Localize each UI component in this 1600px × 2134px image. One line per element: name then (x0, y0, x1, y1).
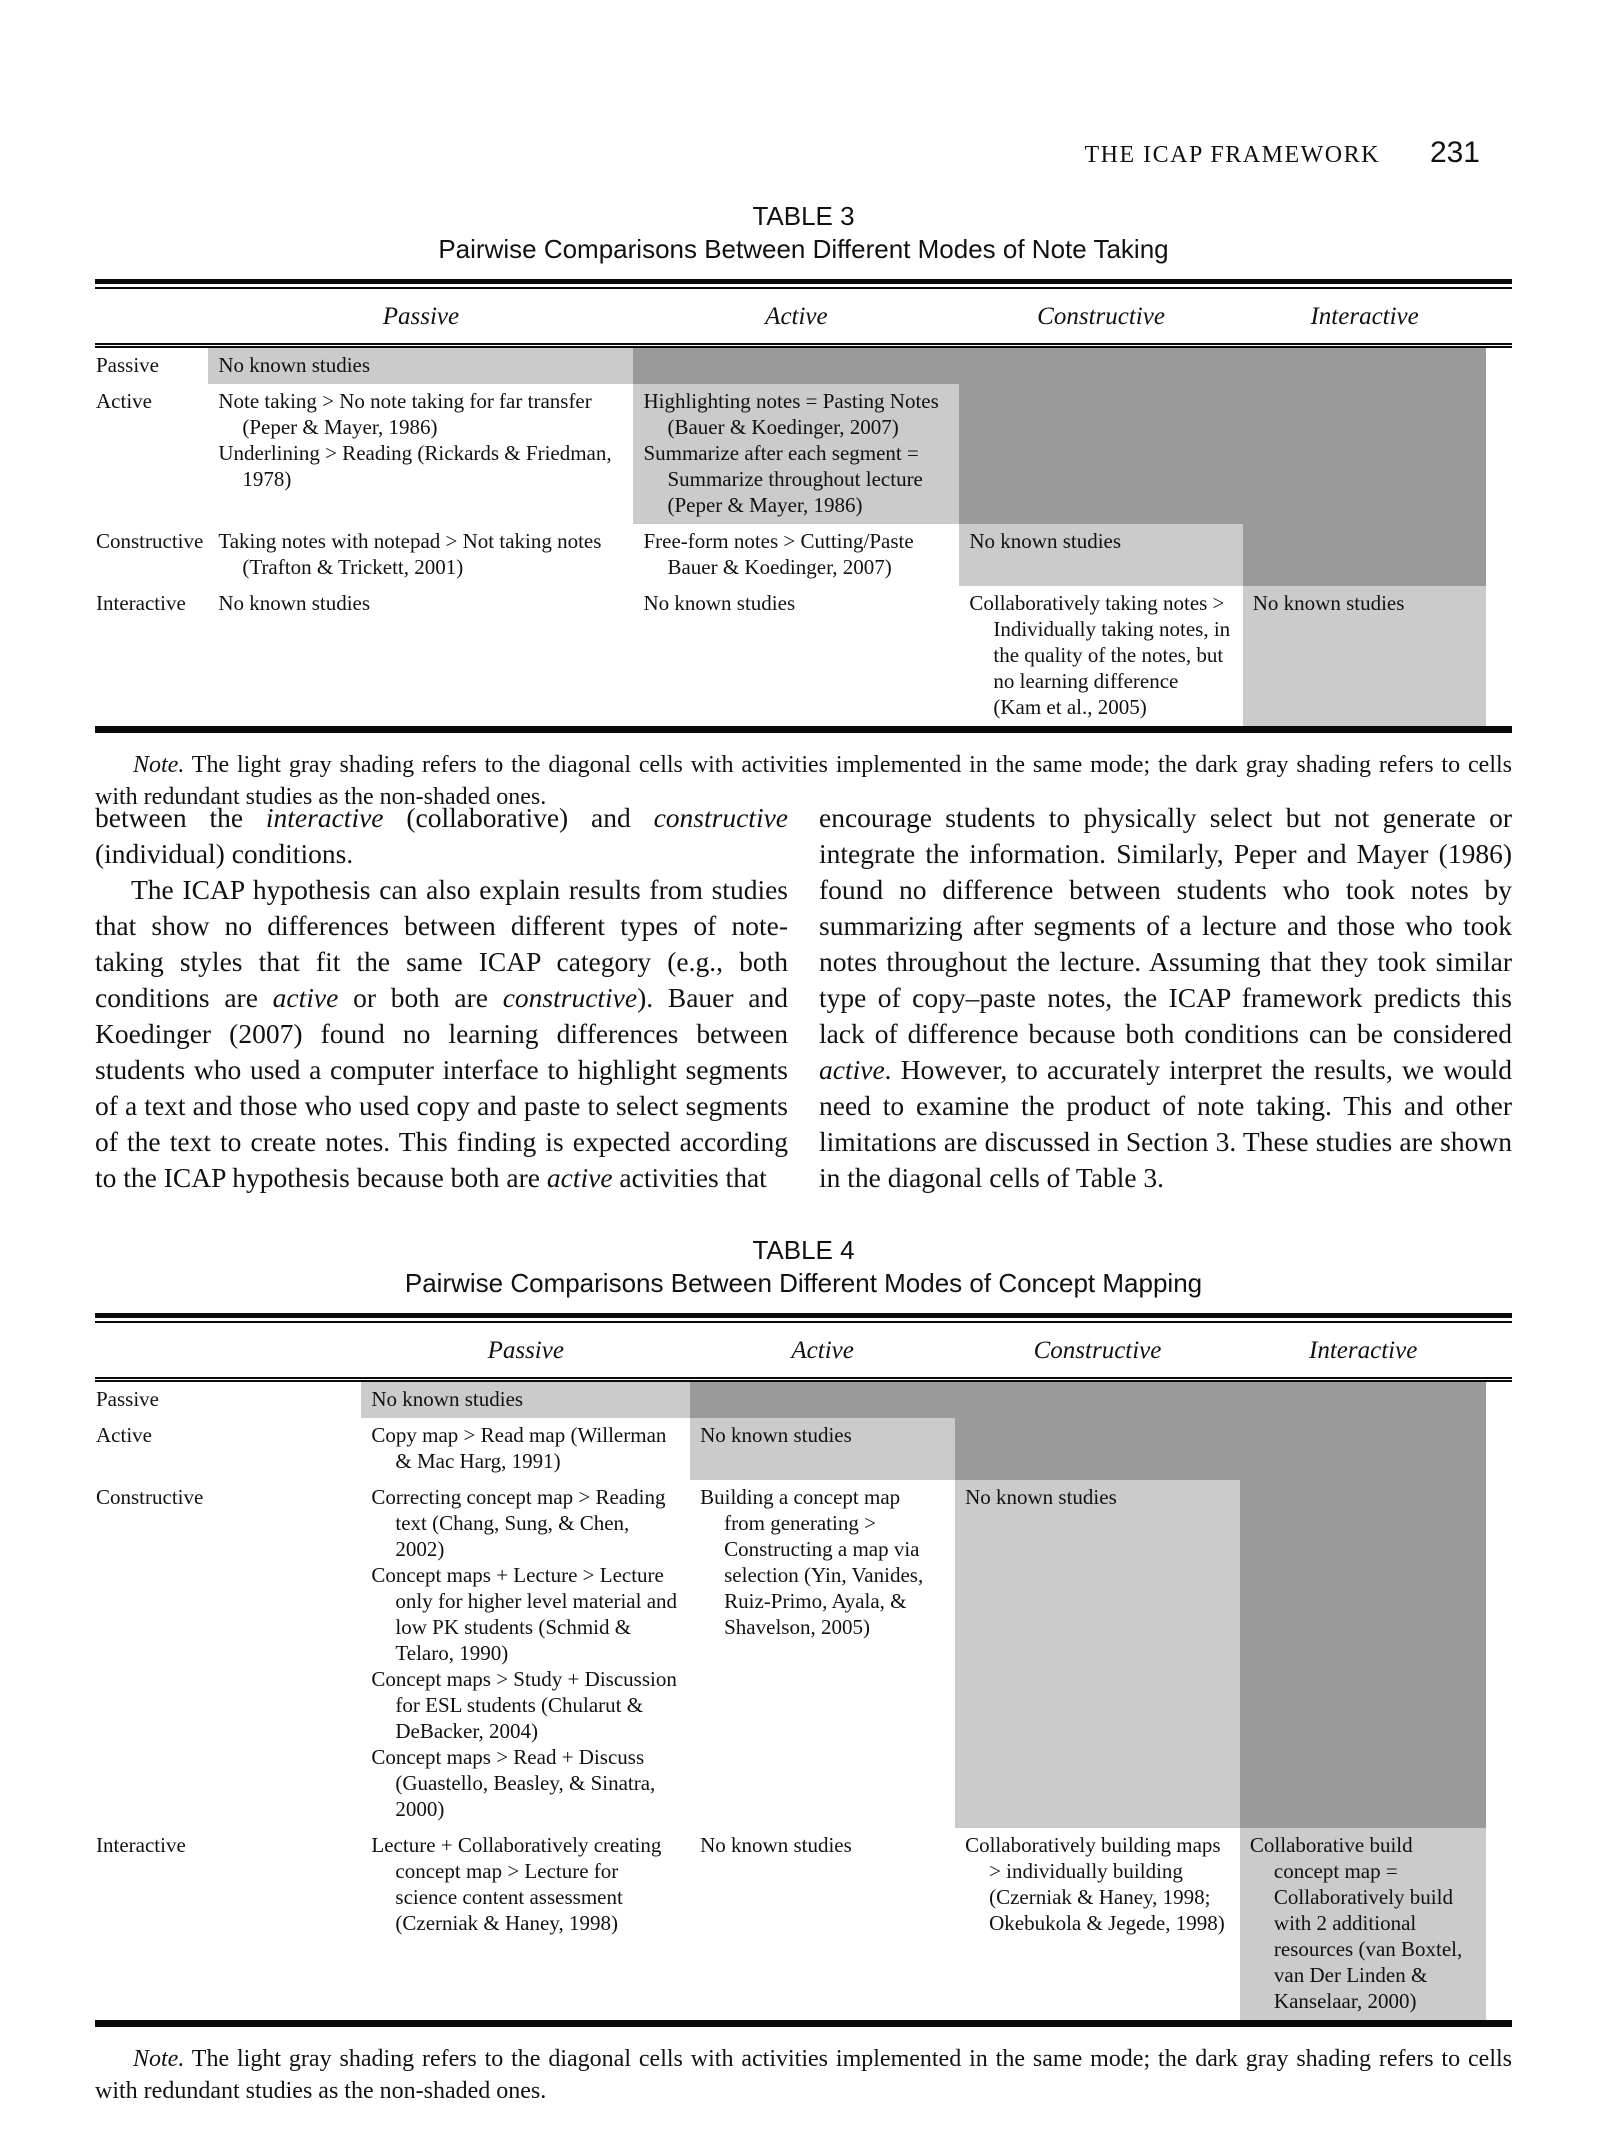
table4-top-rule (95, 1313, 1512, 1323)
table-row (95, 346, 1512, 385)
table-cell (690, 1480, 955, 1828)
cell-spacer (1486, 1828, 1512, 2024)
table-cell (1240, 1480, 1487, 1828)
table-cell (208, 524, 633, 586)
row-label: Passive (96, 1387, 159, 1411)
cell-entry: Highlighting notes = Pasting Notes (Bauer & Koedinger, 2007) (643, 389, 939, 439)
table-row (95, 1380, 1512, 1419)
cell-entry: Free-form notes > Cutting/Paste Bauer & Koedinger, 2007) (643, 529, 914, 579)
table4-header-passive: Passive (361, 1323, 690, 1380)
table-cell (959, 524, 1242, 586)
table-row (95, 384, 1512, 524)
note-label: Note. (133, 752, 185, 778)
row-label: Interactive (96, 591, 186, 615)
table3-header-spacer (1486, 289, 1512, 346)
cell-spacer (1486, 586, 1512, 730)
row-label: Passive (96, 353, 159, 377)
cell-entry: Note taking > No note taking for far transfer (Peper & Mayer, 1986) (218, 389, 592, 439)
table-cell (959, 384, 1242, 524)
body-column-left (95, 800, 788, 1196)
table4-block (95, 1234, 1512, 2107)
table-cell (1240, 1380, 1487, 1419)
table-cell (361, 1380, 690, 1419)
cell-entry: No known studies (1252, 591, 1405, 615)
table4-header-active: Active (690, 1323, 955, 1380)
table3-header-stub (95, 289, 208, 346)
cell-entry: Collaboratively building maps > individually building (Czerniak & Haney, 1998; Okebukola & Jegede, 1998) (965, 1833, 1225, 1935)
table3-header-passive: Passive (208, 289, 633, 346)
cell-entry: Copy map > Read map (Willerman & Mac Harg, 1991) (371, 1423, 667, 1473)
row-label: Active (96, 389, 152, 413)
table3-header-constructive: Constructive (959, 289, 1242, 346)
table3-title: TABLE 3 (752, 201, 855, 231)
table-cell (955, 1480, 1240, 1828)
table3-subtitle: Pairwise Comparisons Between Different Modes of Note Taking (438, 234, 1169, 264)
cell-entry: No known studies (969, 529, 1122, 553)
row-label: Constructive (96, 1485, 204, 1509)
row-label: Constructive (96, 529, 204, 553)
running-head-title: THE ICAP FRAMEWORK (1084, 142, 1380, 168)
cell-spacer (1486, 1418, 1512, 1480)
cell-spacer (1486, 1380, 1512, 1419)
table-cell (955, 1418, 1240, 1480)
table-cell (208, 586, 633, 730)
table3-block (95, 200, 1512, 813)
cell-entry: No known studies (700, 1423, 852, 1447)
cell-entry: Summarize after each segment = Summarize throughout lecture (Peper & Mayer, 1986) (643, 441, 923, 517)
table-cell (1243, 586, 1487, 730)
cell-entry: Underlining > Reading (Rickards & Friedman, 1978) (218, 441, 612, 491)
table4 (95, 1323, 1512, 2027)
cell-entry: Taking notes with notepad > Not taking notes (Trafton & Trickett, 2001) (218, 529, 602, 579)
cell-spacer (1486, 1480, 1512, 1828)
table-row (95, 1418, 1512, 1480)
table-row (95, 586, 1512, 730)
table-cell (1243, 346, 1487, 385)
table-cell (633, 384, 959, 524)
table4-title: TABLE 4 (752, 1235, 855, 1265)
table3-header-row (95, 289, 1512, 346)
table-cell (633, 524, 959, 586)
row-label: Interactive (96, 1833, 186, 1857)
cell-entry: Correcting concept map > Reading text (Chang, Sung, & Chen, 2002) (371, 1485, 666, 1561)
table3-top-rule (95, 279, 1512, 289)
table-cell (361, 1828, 690, 2024)
note-text: The light gray shading refers to the diagonal cells with activities implemented in the same mode; the dark gray shading refers to cells with redundant studies as the non-shaded ones. (95, 2046, 1512, 2104)
table-cell (633, 346, 959, 385)
cell-entry: Collaboratively taking notes > Individually taking notes, in the quality of the notes, but no learning difference (Kam et al., 2005) (969, 591, 1231, 719)
table-row (95, 1480, 1512, 1828)
table4-header-interactive: Interactive (1240, 1323, 1487, 1380)
table-cell (208, 346, 633, 385)
table3-header-active: Active (633, 289, 959, 346)
page-number: 231 (1429, 136, 1480, 169)
table4-header-stub (95, 1323, 361, 1380)
cell-spacer (1486, 346, 1512, 385)
cell-entry: No known studies (371, 1387, 524, 1411)
cell-entry: No known studies (643, 591, 796, 615)
note-label: Note. (133, 2046, 185, 2072)
table-cell (690, 1418, 955, 1480)
table-cell (361, 1418, 690, 1480)
body-column-right (819, 800, 1512, 1196)
cell-entry: No known studies (218, 353, 371, 377)
body-text (95, 800, 1512, 1196)
cell-entry: Building a concept map from generating > Constructing a map via selection (Yin, Vanides, Ruiz-Primo, Ayala, & Shavelson, 2005) (700, 1485, 924, 1639)
table-row (95, 524, 1512, 586)
cell-entry: Concept maps + Lecture > Lecture only for higher level material and low PK students (Schmid & Telaro, 1990) (371, 1563, 678, 1665)
table-cell (1240, 1418, 1487, 1480)
body-paragraph: encourage students to physically select but not generate or integrate the information. Similarly, Peper and Mayer (1986) found no difference between students who took notes by summarizing after segments of a lecture and those who took notes throughout the lecture. Assuming that they took similar type of copy–paste notes, the ICAP framework predicts this lack of difference because both conditions can be considered active. However, to accurately interpret the results, we would need to examine the product of note taking. This and other limitations are discussed in Section 3. These studies are shown in the diagonal cells of Table 3. (819, 802, 1512, 1193)
cell-entry: Collaborative build concept map = Collaboratively build with 2 additional resources (van Boxtel, van Der Linden & Kanselaar, 2000) (1249, 1833, 1463, 2013)
table4-header-spacer (1486, 1323, 1512, 1380)
table4-header-constructive: Constructive (955, 1323, 1240, 1380)
body-paragraph: The ICAP hypothesis can also explain results from studies that show no differences between different types of note-taking styles that fit the same ICAP category (e.g., both conditions are active or both are constructive). Bauer and Koedinger (2007) found no learning differences between students who used a computer interface to highlight segments of a text and those who used copy and paste to select segments of the text to create notes. This finding is expected according to the ICAP hypothesis because both are active activities that (95, 874, 788, 1193)
table-cell (633, 586, 959, 730)
body-paragraph: between the interactive (collaborative) and constructive (individual) conditions. (95, 802, 788, 869)
table-cell (361, 1480, 690, 1828)
table-cell (1240, 1828, 1487, 2024)
cell-entry: Lecture + Collaboratively creating concept map > Lecture for science content assessment (Czerniak & Haney, 1998) (371, 1833, 662, 1935)
table4-subtitle: Pairwise Comparisons Between Different Modes of Concept Mapping (404, 1268, 1203, 1298)
table3-header-interactive: Interactive (1243, 289, 1487, 346)
table-cell (955, 1380, 1240, 1419)
table-cell (690, 1828, 955, 2024)
cell-entry: No known studies (965, 1485, 1117, 1509)
cell-entry: No known studies (218, 591, 371, 615)
table-cell (955, 1828, 1240, 2024)
table-row (95, 1828, 1512, 2024)
cell-spacer (1486, 524, 1512, 586)
row-label: Active (96, 1423, 152, 1447)
table-cell (690, 1380, 955, 1419)
cell-entry: Concept maps > Read + Discuss (Guastello, Beasley, & Sinatra, 2000) (371, 1745, 656, 1821)
table-cell (1243, 384, 1487, 524)
cell-spacer (1486, 384, 1512, 524)
table4-note (95, 2043, 1512, 2107)
cell-entry: Concept maps > Study + Discussion for ESL students (Chularut & DeBacker, 2004) (371, 1667, 677, 1743)
table-cell (208, 384, 633, 524)
table3 (95, 289, 1512, 733)
table-cell (959, 346, 1242, 385)
table4-header-row (95, 1323, 1512, 1380)
table-cell (1243, 524, 1487, 586)
note-text: The light gray shading refers to the diagonal cells with activities implemented in the same mode; the dark gray shading refers to cells with redundant studies as the non-shaded ones. (95, 752, 1512, 810)
table-cell (959, 586, 1242, 730)
running-head (1084, 136, 1480, 170)
cell-entry: No known studies (700, 1833, 852, 1857)
